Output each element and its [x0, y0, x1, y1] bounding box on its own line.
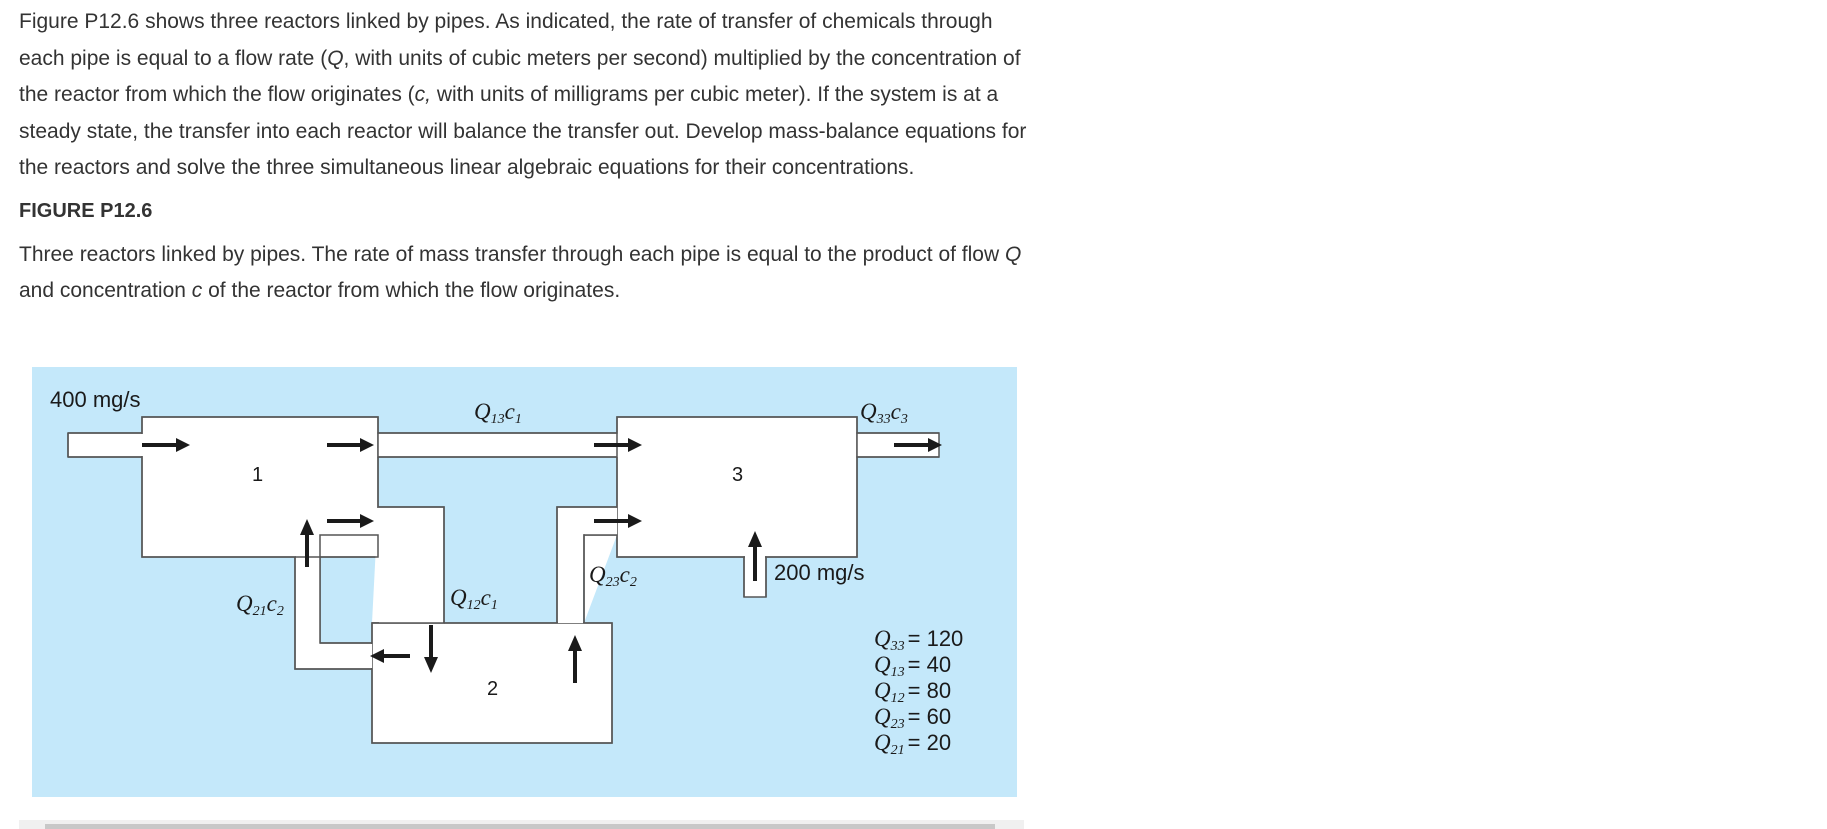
- problem-content: [19, 4, 1029, 310]
- problem-statement: [19, 4, 1029, 187]
- horizontal-scrollbar[interactable]: [19, 820, 1024, 829]
- flow-label-q12c1: Q12c1: [450, 585, 498, 613]
- problem-text-3: with units of milligrams per cubic meter). If the system is at a steady state, the transfer into each reactor will balance the transfer out. Develop mass-balance equations for the reactors and solve the three simultaneous linear algebraic equations for their concentrations.: [19, 83, 1027, 179]
- flow-label-q33c3: Q33c3: [860, 399, 908, 427]
- caption-text-1: Three reactors linked by pipes. The rate of mass transfer through each pipe is equal to the product of flow: [19, 242, 1005, 266]
- caption-text-c: c: [191, 279, 203, 302]
- inflow-3-label: 200 mg/s: [774, 560, 865, 585]
- problem-text-c: c,: [414, 83, 432, 106]
- value-q13: Q13 = 40: [874, 652, 952, 680]
- flow-label-q13c1: Q13c1: [474, 399, 522, 427]
- flow-label-q21c2: Q21c2: [236, 591, 284, 619]
- reactor-3-label: 3: [732, 464, 744, 486]
- inflow-1-label: 400 mg/s: [50, 387, 141, 412]
- value-q23: Q23 = 60: [874, 704, 952, 732]
- problem-text-1: Figure P12.6 shows three reactors linked by pipes. As indicated, the rate of transfer of chemicals through each pipe is equal to a flow rate (: [19, 10, 993, 70]
- flow-label-q23c2: Q23c2: [589, 562, 637, 590]
- reactor-1-label: 1: [252, 464, 264, 486]
- scrollbar-thumb[interactable]: [45, 824, 995, 829]
- problem-text-q: Q: [327, 46, 344, 70]
- reactor-diagram: [32, 367, 1017, 797]
- figure-caption: [19, 237, 1029, 310]
- reactor-figure: [32, 367, 1017, 797]
- reactor-2-label: 2: [487, 678, 499, 700]
- problem-text-2: , with units of cubic meters per second) multiplied by the concentration of the reactor from which the flow originates (: [19, 46, 1021, 106]
- value-q12: Q12 = 80: [874, 678, 952, 706]
- caption-text-3: of the reactor from which the flow originates.: [202, 279, 621, 302]
- caption-text-q: Q: [1005, 242, 1022, 266]
- value-q21: Q21 = 20: [874, 730, 952, 758]
- flow-values: [874, 626, 963, 758]
- value-q33: Q33 = 120: [874, 626, 964, 654]
- caption-text-2: and concentration: [19, 279, 192, 302]
- figure-heading: FIGURE P12.6: [19, 199, 153, 222]
